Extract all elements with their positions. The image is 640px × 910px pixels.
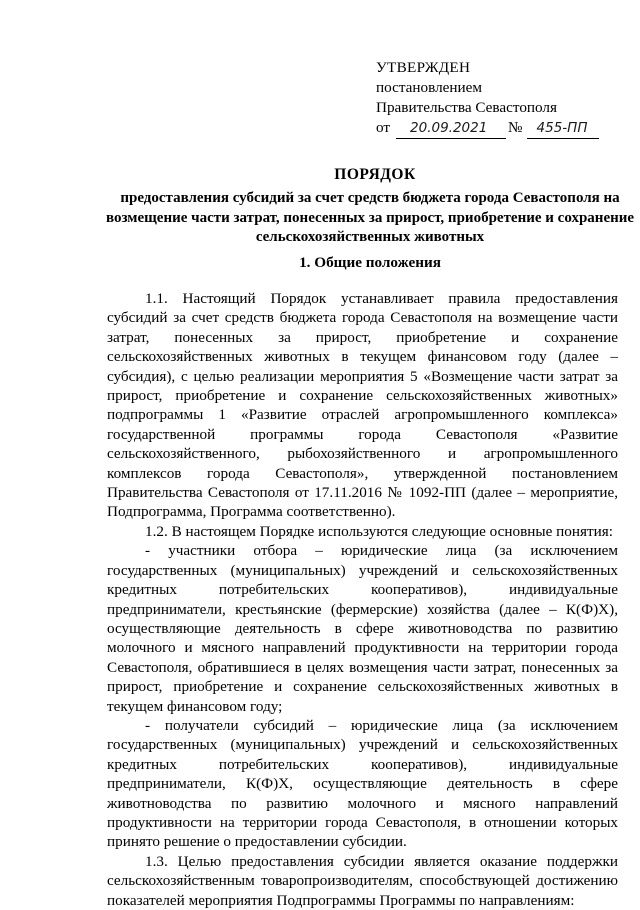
section-heading: 1. Общие положения — [299, 254, 441, 271]
approval-date: 20.09.2021 — [396, 118, 506, 139]
paragraph-1-3: 1.3. Целью предоставления субсидии является оказание поддержки сельскохозяйственным товаропроизводителям, способствующей достижению показателей мероприятия Подпрограммы Программы по направлениям: — [107, 852, 618, 909]
approval-date-line — [376, 118, 626, 139]
document-subtitle: предоставления субсидий за счет средств бюджета города Севастополя на возмещение части затрат, понесенных за прирост, приобретение и сохранение сельскохозяйственных животных — [105, 190, 635, 245]
document-title: ПОРЯДОК — [334, 166, 416, 183]
approval-heading: УТВЕРЖДЕН — [376, 59, 471, 76]
paragraph-1-1: 1.1. Настоящий Порядок устанавливает правила предоставления субсидий за счет средств бюджета города Севастополя на возмещение части затрат, понесенных за прирост, приобретение и сохранение сельскохозяйственных животных в текущем финансовом году (далее – субсидия), с целью реализации мероприятия 5 «Возмещение части затрат за прирост, приобретение и сохранение сельскохозяйственных животных» подпрограммы 1 «Развитие отраслей агропромышленного комплекса» государственной программы города Севастополя «Развитие сельскохозяйственного, рыбохозяйственного и агропромышленного комплексов города Севастополя», утвержденной постановлением Правительства Севастополя от 17.11.2016 № 1092-ПП (далее – мероприятие, Подпрограмма, Программа соответственно). — [107, 290, 618, 521]
document-body — [107, 289, 618, 910]
approval-stamp — [376, 58, 626, 139]
approval-line-3: Правительства Севастополя — [376, 99, 557, 116]
paragraph-definition-recipients: - получатели субсидий – юридические лица (за исключением государственных (муниципальных) учреждений и сельскохозяйственных кредитных потребительских кооперативов), индивидуальные предприниматели, К(Ф)Х, осуществляющие деятельность в сфере животноводства по развитию молочного и мясного направлений продуктивности на территории города Севастополя, в отношении которых принято решение о предоставлении субсидии. — [107, 716, 618, 851]
document-title-block — [100, 165, 640, 248]
approval-from-label: от — [376, 119, 391, 136]
approval-number: 455-ПП — [527, 118, 599, 139]
approval-number-sign: № — [508, 119, 523, 136]
approval-line-2: постановлением — [376, 79, 483, 96]
paragraph-definition-participants: - участники отбора – юридические лица (за исключением государственных (муниципальных) учреждений и сельскохозяйственных кредитных потребительских кооперативов), индивидуальные предприниматели, крестьянские (фермерские) хозяйства (далее – К(Ф)Х), осуществляющие деятельность в сфере животноводства по развитию молочного и мясного направлений продуктивности на территории города Севастополя, обратившиеся в целях возмещения части затрат, понесенных за прирост, приобретение и сохранение сельскохозяйственных животных в текущем финансовом году; — [107, 542, 618, 715]
paragraph-1-2: 1.2. В настоящем Порядке используются следующие основные понятия: — [145, 522, 613, 540]
